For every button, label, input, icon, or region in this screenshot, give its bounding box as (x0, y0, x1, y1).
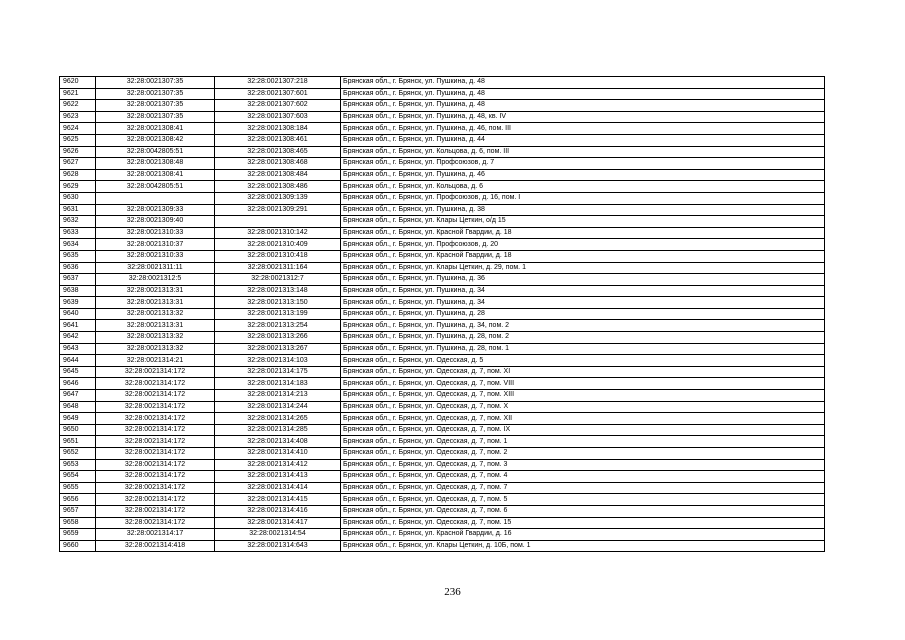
parent-cadastral-number-cell: 32:28:0021314:17 (96, 529, 215, 541)
parent-cadastral-number-cell: 32:28:0021314:172 (96, 436, 215, 448)
address-cell: Брянская обл., г. Брянск, ул. Кольцова, д. 6 (341, 181, 825, 193)
table-row (60, 169, 825, 181)
object-cadastral-number-cell: 32:28:0021311:164 (215, 262, 341, 274)
address-cell: Брянская обл., г. Брянск, ул. Пушкина, д. 48, кв. IV (341, 111, 825, 123)
parent-cadastral-number-cell: 32:28:0021313:32 (96, 343, 215, 355)
address-cell: Брянская обл., г. Брянск, ул. Одесская, д. 7, пом. VIII (341, 378, 825, 390)
address-cell: Брянская обл., г. Брянск, ул. Одесская, д. 7, пом. XII (341, 413, 825, 425)
row-number-cell: 9655 (60, 482, 96, 494)
parent-cadastral-number-cell: 32:28:0021314:172 (96, 471, 215, 483)
object-cadastral-number-cell: 32:28:0021314:643 (215, 540, 341, 552)
address-cell: Брянская обл., г. Брянск, ул. Пушкина, д. 46 (341, 169, 825, 181)
address-cell: Брянская обл., г. Брянск, ул. Одесская, д. 7, пом. 15 (341, 517, 825, 529)
object-cadastral-number-cell (215, 216, 341, 228)
object-cadastral-number-cell: 32:28:0021310:142 (215, 227, 341, 239)
row-number-cell: 9659 (60, 529, 96, 541)
object-cadastral-number-cell: 32:28:0021314:285 (215, 424, 341, 436)
parent-cadastral-number-cell: 32:28:0021308:41 (96, 123, 215, 135)
parent-cadastral-number-cell: 32:28:0021314:172 (96, 390, 215, 402)
table-row (60, 123, 825, 135)
row-number-cell: 9652 (60, 448, 96, 460)
object-cadastral-number-cell: 32:28:0021314:408 (215, 436, 341, 448)
parent-cadastral-number-cell: 32:28:0021310:33 (96, 227, 215, 239)
object-cadastral-number-cell: 32:28:0021314:416 (215, 505, 341, 517)
address-cell: Брянская обл., г. Брянск, ул. Одесская, д. 7, пом. 2 (341, 448, 825, 460)
address-cell: Брянская обл., г. Брянск, ул. Одесская, д. 7, пом. 7 (341, 482, 825, 494)
address-cell: Брянская обл., г. Брянск, ул. Профсоюзов, д. 16, пом. I (341, 192, 825, 204)
address-cell: Брянская обл., г. Брянск, ул. Одесская, д. 5 (341, 355, 825, 367)
object-cadastral-number-cell: 32:28:0021314:265 (215, 413, 341, 425)
object-cadastral-number-cell: 32:28:0021314:414 (215, 482, 341, 494)
row-number-cell: 9624 (60, 123, 96, 135)
address-cell: Брянская обл., г. Брянск, ул. Одесская, д. 7, пом. 6 (341, 505, 825, 517)
address-cell: Брянская обл., г. Брянск, ул. Пушкина, д. 36 (341, 274, 825, 286)
row-number-cell: 9627 (60, 158, 96, 170)
object-cadastral-number-cell: 32:28:0021314:183 (215, 378, 341, 390)
row-number-cell: 9647 (60, 390, 96, 402)
row-number-cell: 9633 (60, 227, 96, 239)
address-cell: Брянская обл., г. Брянск, ул. Пушкина, д. 48 (341, 100, 825, 112)
address-cell: Брянская обл., г. Брянск, ул. Одесская, д. 7, пом. XIII (341, 390, 825, 402)
table-row (60, 88, 825, 100)
address-cell: Брянская обл., г. Брянск, ул. Пушкина, д. 46, пом. III (341, 123, 825, 135)
row-number-cell: 9630 (60, 192, 96, 204)
row-number-cell: 9639 (60, 297, 96, 309)
parent-cadastral-number-cell: 32:28:0021308:42 (96, 134, 215, 146)
row-number-cell: 9646 (60, 378, 96, 390)
table-row (60, 505, 825, 517)
table-row (60, 355, 825, 367)
address-cell: Брянская обл., г. Брянск, ул. Профсоюзов, д. 20 (341, 239, 825, 251)
object-cadastral-number-cell: 32:28:0021314:103 (215, 355, 341, 367)
parent-cadastral-number-cell: 32:28:0021307:35 (96, 77, 215, 89)
parent-cadastral-number-cell: 32:28:0021314:172 (96, 401, 215, 413)
parent-cadastral-number-cell: 32:28:0021314:172 (96, 378, 215, 390)
address-cell: Брянская обл., г. Брянск, ул. Пушкина, д. 48 (341, 88, 825, 100)
object-cadastral-number-cell: 32:28:0021314:413 (215, 471, 341, 483)
object-cadastral-number-cell: 32:28:0021314:415 (215, 494, 341, 506)
parent-cadastral-number-cell: 32:28:0021314:172 (96, 494, 215, 506)
table-row (60, 529, 825, 541)
object-cadastral-number-cell: 32:28:0021312:7 (215, 274, 341, 286)
address-cell: Брянская обл., г. Брянск, ул. Пушкина, д. 34 (341, 285, 825, 297)
table-row (60, 401, 825, 413)
object-cadastral-number-cell: 32:28:0021313:254 (215, 320, 341, 332)
object-cadastral-number-cell: 32:28:0021308:184 (215, 123, 341, 135)
parent-cadastral-number-cell: 32:28:0021314:172 (96, 482, 215, 494)
row-number-cell: 9645 (60, 366, 96, 378)
address-cell: Брянская обл., г. Брянск, ул. Пушкина, д. 28, пом. 2 (341, 332, 825, 344)
parent-cadastral-number-cell: 32:28:0021314:172 (96, 448, 215, 460)
address-cell: Брянская обл., г. Брянск, ул. Красной Гвардии, д. 16 (341, 529, 825, 541)
object-cadastral-number-cell: 32:28:0021310:418 (215, 250, 341, 262)
row-number-cell: 9657 (60, 505, 96, 517)
registry-table (59, 76, 825, 552)
table-row (60, 517, 825, 529)
row-number-cell: 9625 (60, 134, 96, 146)
row-number-cell: 9622 (60, 100, 96, 112)
address-cell: Брянская обл., г. Брянск, ул. Пушкина, д. 34 (341, 297, 825, 309)
parent-cadastral-number-cell: 32:28:0021312:5 (96, 274, 215, 286)
table-row (60, 297, 825, 309)
table-row (60, 216, 825, 228)
table-row (60, 436, 825, 448)
table-row (60, 494, 825, 506)
table-row (60, 390, 825, 402)
table-row (60, 459, 825, 471)
object-cadastral-number-cell: 32:28:0021309:291 (215, 204, 341, 216)
row-number-cell: 9644 (60, 355, 96, 367)
table-row (60, 413, 825, 425)
table-row (60, 482, 825, 494)
row-number-cell: 9634 (60, 239, 96, 251)
object-cadastral-number-cell: 32:28:0021308:486 (215, 181, 341, 193)
address-cell: Брянская обл., г. Брянск, ул. Одесская, д. 7, пом. 3 (341, 459, 825, 471)
table-row (60, 320, 825, 332)
row-number-cell: 9656 (60, 494, 96, 506)
parent-cadastral-number-cell: 32:28:0021314:418 (96, 540, 215, 552)
parent-cadastral-number-cell: 32:28:0021307:35 (96, 88, 215, 100)
parent-cadastral-number-cell: 32:28:0021309:40 (96, 216, 215, 228)
row-number-cell: 9631 (60, 204, 96, 216)
object-cadastral-number-cell: 32:28:0021310:409 (215, 239, 341, 251)
row-number-cell: 9641 (60, 320, 96, 332)
parent-cadastral-number-cell: 32:28:0021313:32 (96, 332, 215, 344)
table-row (60, 227, 825, 239)
table-row (60, 378, 825, 390)
address-cell: Брянская обл., г. Брянск, ул. Профсоюзов, д. 7 (341, 158, 825, 170)
row-number-cell: 9648 (60, 401, 96, 413)
address-cell: Брянская обл., г. Брянск, ул. Клары Цеткин, д. 29, пом. 1 (341, 262, 825, 274)
table-row (60, 274, 825, 286)
table-row (60, 540, 825, 552)
table-row (60, 111, 825, 123)
row-number-cell: 9623 (60, 111, 96, 123)
row-number-cell: 9649 (60, 413, 96, 425)
registry-table-body (60, 77, 825, 552)
table-row (60, 343, 825, 355)
parent-cadastral-number-cell: 32:28:0021313:31 (96, 285, 215, 297)
address-cell: Брянская обл., г. Брянск, ул. Кольцова, д. 6, пом. III (341, 146, 825, 158)
parent-cadastral-number-cell: 32:28:0021314:172 (96, 366, 215, 378)
object-cadastral-number-cell: 32:28:0021314:175 (215, 366, 341, 378)
table-row (60, 181, 825, 193)
table-row (60, 192, 825, 204)
object-cadastral-number-cell: 32:28:0021313:150 (215, 297, 341, 309)
object-cadastral-number-cell: 32:28:0021307:602 (215, 100, 341, 112)
parent-cadastral-number-cell (96, 192, 215, 204)
row-number-cell: 9632 (60, 216, 96, 228)
row-number-cell: 9654 (60, 471, 96, 483)
object-cadastral-number-cell: 32:28:0021307:218 (215, 77, 341, 89)
table-row (60, 134, 825, 146)
parent-cadastral-number-cell: 32:28:0021313:32 (96, 308, 215, 320)
parent-cadastral-number-cell: 32:28:0021307:35 (96, 100, 215, 112)
object-cadastral-number-cell: 32:28:0021308:468 (215, 158, 341, 170)
parent-cadastral-number-cell: 32:28:0021310:37 (96, 239, 215, 251)
table-row (60, 204, 825, 216)
table-row (60, 158, 825, 170)
address-cell: Брянская обл., г. Брянск, ул. Одесская, д. 7, пом. XI (341, 366, 825, 378)
address-cell: Брянская обл., г. Брянск, ул. Одесская, д. 7, пом. 5 (341, 494, 825, 506)
address-cell: Брянская обл., г. Брянск, ул. Красной Гвардии, д. 18 (341, 250, 825, 262)
address-cell: Брянская обл., г. Брянск, ул. Клары Цеткин, д. 10Б, пом. 1 (341, 540, 825, 552)
object-cadastral-number-cell: 32:28:0021314:412 (215, 459, 341, 471)
object-cadastral-number-cell: 32:28:0021313:148 (215, 285, 341, 297)
object-cadastral-number-cell: 32:28:0021308:484 (215, 169, 341, 181)
row-number-cell: 9635 (60, 250, 96, 262)
row-number-cell: 9660 (60, 540, 96, 552)
object-cadastral-number-cell: 32:28:0021313:266 (215, 332, 341, 344)
address-cell: Брянская обл., г. Брянск, ул. Пушкина, д. 48 (341, 77, 825, 89)
address-cell: Брянская обл., г. Брянск, ул. Одесская, д. 7, пом. IX (341, 424, 825, 436)
parent-cadastral-number-cell: 32:28:0021313:31 (96, 320, 215, 332)
address-cell: Брянская обл., г. Брянск, ул. Пушкина, д. 38 (341, 204, 825, 216)
parent-cadastral-number-cell: 32:28:0021314:172 (96, 505, 215, 517)
table-row (60, 366, 825, 378)
row-number-cell: 9620 (60, 77, 96, 89)
table-row (60, 424, 825, 436)
address-cell: Брянская обл., г. Брянск, ул. Пушкина, д. 44 (341, 134, 825, 146)
table-row (60, 471, 825, 483)
parent-cadastral-number-cell: 32:28:0021307:35 (96, 111, 215, 123)
row-number-cell: 9658 (60, 517, 96, 529)
parent-cadastral-number-cell: 32:28:0042805:51 (96, 181, 215, 193)
object-cadastral-number-cell: 32:28:0021308:465 (215, 146, 341, 158)
address-cell: Брянская обл., г. Брянск, ул. Красной Гвардии, д. 18 (341, 227, 825, 239)
parent-cadastral-number-cell: 32:28:0021314:172 (96, 459, 215, 471)
object-cadastral-number-cell: 32:28:0021309:139 (215, 192, 341, 204)
address-cell: Брянская обл., г. Брянск, ул. Пушкина, д. 34, пом. 2 (341, 320, 825, 332)
object-cadastral-number-cell: 32:28:0021314:410 (215, 448, 341, 460)
table-row (60, 285, 825, 297)
table-row (60, 250, 825, 262)
row-number-cell: 9638 (60, 285, 96, 297)
row-number-cell: 9643 (60, 343, 96, 355)
table-row (60, 77, 825, 89)
address-cell: Брянская обл., г. Брянск, ул. Одесская, д. 7, пом. X (341, 401, 825, 413)
parent-cadastral-number-cell: 32:28:0021314:172 (96, 413, 215, 425)
row-number-cell: 9621 (60, 88, 96, 100)
row-number-cell: 9651 (60, 436, 96, 448)
row-number-cell: 9628 (60, 169, 96, 181)
object-cadastral-number-cell: 32:28:0021313:199 (215, 308, 341, 320)
address-cell: Брянская обл., г. Брянск, ул. Пушкина, д. 28 (341, 308, 825, 320)
table-row (60, 146, 825, 158)
address-cell: Брянская обл., г. Брянск, ул. Пушкина, д. 28, пом. 1 (341, 343, 825, 355)
parent-cadastral-number-cell: 32:28:0021314:21 (96, 355, 215, 367)
parent-cadastral-number-cell: 32:28:0021314:172 (96, 424, 215, 436)
row-number-cell: 9640 (60, 308, 96, 320)
table-row (60, 448, 825, 460)
row-number-cell: 9650 (60, 424, 96, 436)
table-row (60, 332, 825, 344)
object-cadastral-number-cell: 32:28:0021314:417 (215, 517, 341, 529)
address-cell: Брянская обл., г. Брянск, ул. Одесская, д. 7, пом. 4 (341, 471, 825, 483)
table-row (60, 100, 825, 112)
parent-cadastral-number-cell: 32:28:0021308:48 (96, 158, 215, 170)
row-number-cell: 9629 (60, 181, 96, 193)
object-cadastral-number-cell: 32:28:0021313:267 (215, 343, 341, 355)
row-number-cell: 9642 (60, 332, 96, 344)
row-number-cell: 9626 (60, 146, 96, 158)
table-row (60, 239, 825, 251)
page-number: 236 (444, 586, 461, 598)
address-cell: Брянская обл., г. Брянск, ул. Одесская, д. 7, пом. 1 (341, 436, 825, 448)
row-number-cell: 9653 (60, 459, 96, 471)
object-cadastral-number-cell: 32:28:0021314:54 (215, 529, 341, 541)
parent-cadastral-number-cell: 32:28:0021310:33 (96, 250, 215, 262)
parent-cadastral-number-cell: 32:28:0021313:31 (96, 297, 215, 309)
address-cell: Брянская обл., г. Брянск, ул. Клары Цеткин, о/д 15 (341, 216, 825, 228)
table-row (60, 308, 825, 320)
object-cadastral-number-cell: 32:28:0021307:601 (215, 88, 341, 100)
parent-cadastral-number-cell: 32:28:0021308:41 (96, 169, 215, 181)
row-number-cell: 9636 (60, 262, 96, 274)
parent-cadastral-number-cell: 32:28:0021309:33 (96, 204, 215, 216)
object-cadastral-number-cell: 32:28:0021314:213 (215, 390, 341, 402)
object-cadastral-number-cell: 32:28:0021307:603 (215, 111, 341, 123)
object-cadastral-number-cell: 32:28:0021314:244 (215, 401, 341, 413)
table-row (60, 262, 825, 274)
row-number-cell: 9637 (60, 274, 96, 286)
parent-cadastral-number-cell: 32:28:0021311:11 (96, 262, 215, 274)
object-cadastral-number-cell: 32:28:0021308:461 (215, 134, 341, 146)
parent-cadastral-number-cell: 32:28:0042805:51 (96, 146, 215, 158)
parent-cadastral-number-cell: 32:28:0021314:172 (96, 517, 215, 529)
